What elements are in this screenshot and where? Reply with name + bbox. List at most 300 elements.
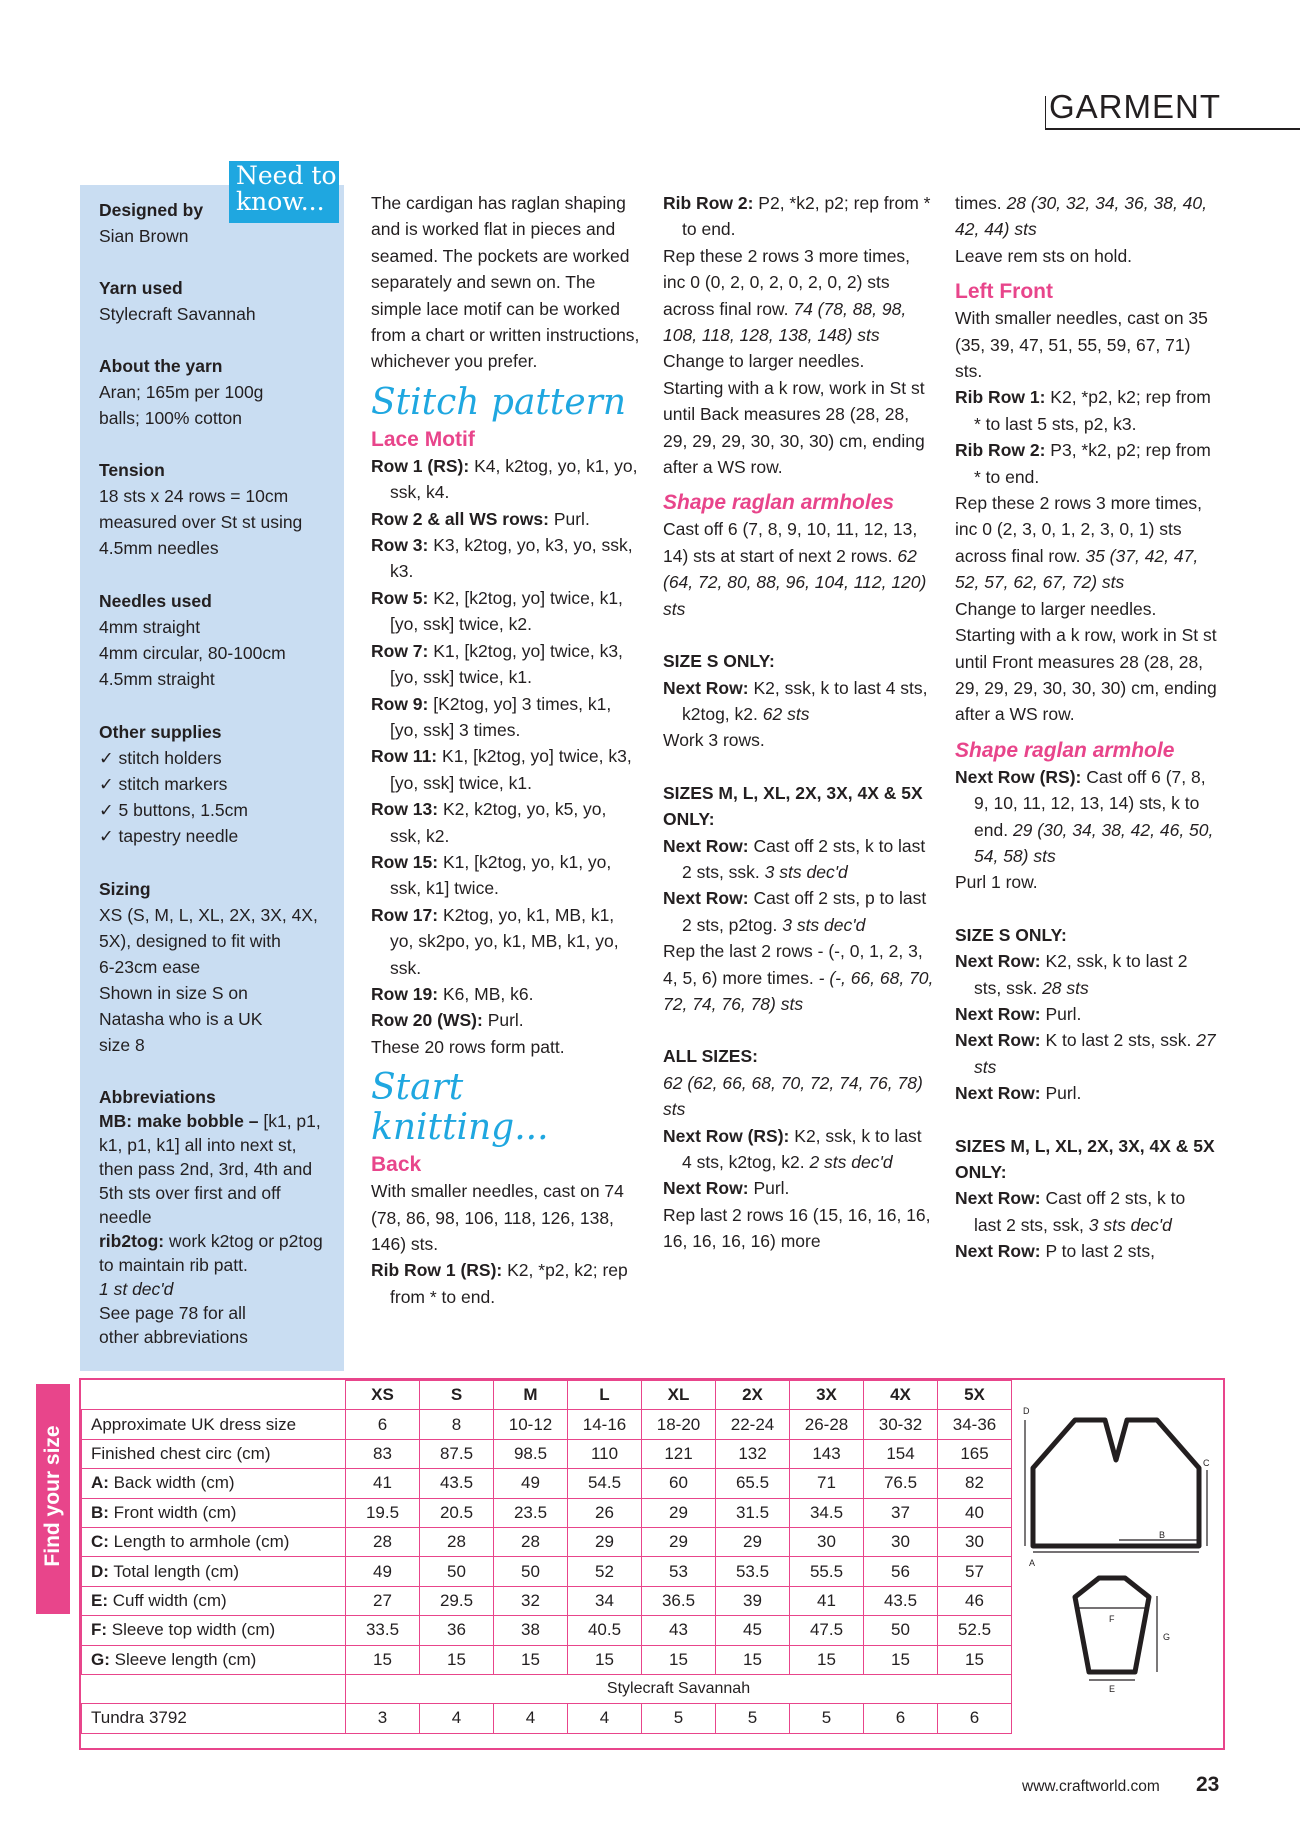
row-label: Row 19: (371, 983, 439, 1004)
front-raglan-next-row (955, 764, 1217, 870)
measurement-cell: 30 (790, 1527, 864, 1556)
measurement-cell: 26 (568, 1498, 642, 1527)
tension-line: 4.5mm needles (99, 538, 219, 558)
measurement-cell: 15 (790, 1645, 864, 1674)
row-label: Row 20 (WS): (371, 1010, 483, 1031)
size-header: S (420, 1381, 494, 1410)
lace-row (371, 506, 641, 532)
measurement-cell: 29 (716, 1527, 790, 1556)
needles-line: 4.5mm straight (99, 669, 215, 689)
measurement-label (82, 1410, 346, 1439)
measurement-cell: 29 (642, 1498, 716, 1527)
measurement-cell: 55.5 (790, 1557, 864, 1586)
row-label: Next Row: (663, 1178, 749, 1199)
needles-heading: Needles used (99, 591, 212, 611)
sizing-line: size 8 (99, 1035, 145, 1055)
row-label: Row 17: (371, 904, 439, 925)
measurement-row (82, 1557, 1012, 1586)
size-header-row (82, 1381, 1012, 1410)
measurement-cell: 26-28 (790, 1410, 864, 1439)
left-front-heading: Left Front (955, 280, 1053, 304)
measurement-cell: 30 (938, 1527, 1012, 1556)
measurement-cell: 65.5 (716, 1469, 790, 1498)
size-header: 2X (716, 1381, 790, 1410)
row-text: Purl. (1045, 1003, 1082, 1024)
measurement-label-text: Length to armhole (cm) (108, 1532, 290, 1552)
abbrev-rib-term: rib2tog: (99, 1231, 165, 1251)
sizes-m-5x-heading: SIZES M, L, XL, 2X, 3X, 4X & 5X ONLY: (955, 1135, 1215, 1182)
back-rib-row-1 (371, 1257, 641, 1310)
needles-line: 4mm circular, 80-100cm (99, 643, 286, 663)
all-sizes-heading: ALL SIZES: (663, 1046, 758, 1067)
measurement-row (82, 1527, 1012, 1556)
measurement-cell: 43.5 (864, 1586, 938, 1615)
measurement-row (82, 1586, 1012, 1615)
measurement-cell: 32 (494, 1586, 568, 1615)
yarn-used-heading: Yarn used (99, 278, 183, 298)
measurement-cell: 34-36 (938, 1410, 1012, 1439)
measurement-cell: 18-20 (642, 1410, 716, 1439)
size-header: 3X (790, 1381, 864, 1410)
measurement-cell: 53.5 (716, 1557, 790, 1586)
size-header: M (494, 1381, 568, 1410)
castoff-text: Cast off 6 (7, 8, 9, 10, 11, 12, 13, 14) sts at start of next 2 rows. (663, 519, 918, 566)
measurement-label-text: Cuff width (cm) (108, 1590, 227, 1610)
footer-website: www.craftworld.com (1022, 1778, 1160, 1795)
abbrev-mb (99, 1109, 334, 1229)
supplies-item: ✓ 5 buttons, 1.5cm (99, 800, 248, 820)
supplies-heading: Other supplies (99, 722, 222, 742)
left-repeat (955, 490, 1217, 596)
measurement-label-text: Finished chest circ (cm) (91, 1443, 271, 1463)
measurement-label-text: Sleeve length (cm) (109, 1649, 257, 1669)
measurement-cell: 28 (420, 1527, 494, 1556)
stitch-count: 62 sts (762, 703, 810, 724)
measurement-row (82, 1410, 1012, 1439)
measurement-cell: 46 (938, 1586, 1012, 1615)
row-label: Next Row: (955, 1003, 1041, 1024)
badge-line-2: know... (236, 187, 325, 216)
row-text: K2, ssk, k to last 2 sts, ssk. (974, 951, 1188, 998)
row-text: P3, *k2, p2; rep from * to end. (974, 440, 1211, 487)
lace-row (371, 585, 641, 638)
label-d: D (1023, 1406, 1030, 1416)
measurement-label (82, 1645, 346, 1674)
abbrev-rib-note: 1 st dec'd (99, 1279, 174, 1299)
m-next-row-2 (663, 885, 935, 938)
measurement-cell: 45 (716, 1616, 790, 1645)
measurement-cell: 15 (716, 1645, 790, 1674)
row-text: K2, *p2, k2; rep from * to last 5 sts, p2, k3. (974, 387, 1211, 434)
size-s-next-row (663, 675, 935, 728)
stitch-count: 27 sts (974, 1030, 1216, 1077)
measurement-cell: 54.5 (568, 1469, 642, 1498)
measurement-cell: 43.5 (420, 1469, 494, 1498)
measurement-cell: 57 (938, 1557, 1012, 1586)
designer-name: Sian Brown (99, 226, 189, 246)
needles-block (99, 588, 334, 692)
size-header: 5X (938, 1381, 1012, 1410)
measurement-cell: 50 (864, 1616, 938, 1645)
measurement-cell: 132 (716, 1439, 790, 1468)
measurement-cell: 52.5 (938, 1616, 1012, 1645)
row-text: K2, [k2tog, yo] twice, k1, [yo, ssk] twice, k2. (390, 587, 623, 635)
needles-line: 4mm straight (99, 617, 201, 637)
sizing-line: Shown in size S on (99, 983, 248, 1003)
measurement-cell: 15 (346, 1645, 420, 1674)
back-stst-text: Starting with a k row, work in St st until Back measures 28 (28, 28, 29, 29, 29, 30, 30, 30) cm, ending after a WS row. (663, 377, 925, 478)
stitch-note: 3 sts dec'd (782, 914, 866, 935)
row-text: K4, k2tog, yo, k1, yo, ssk, k4. (390, 455, 638, 503)
row-label: Row 2 & all WS rows: (371, 508, 549, 529)
measurement-cell: 34 (568, 1586, 642, 1615)
measurement-cell: 22-24 (716, 1410, 790, 1439)
row-text: Purl. (553, 508, 590, 529)
stitch-count: 74 (78, 88, 98, 108, 118, 128, 138, 148) sts (663, 298, 907, 346)
row-label: Row 7: (371, 640, 429, 661)
change-needles: Change to larger needles. (955, 598, 1157, 619)
back-rib-row-2 (663, 190, 935, 243)
measurement-cell: 31.5 (716, 1498, 790, 1527)
measurement-cell: 20.5 (420, 1498, 494, 1527)
size-header: XS (346, 1381, 420, 1410)
row-text: Cast off 2 sts, k to last 2 sts, ssk, (974, 1188, 1186, 1235)
rows-end-text: These 20 rows form patt. (371, 1036, 565, 1057)
row-text: Cast off 2 sts, k to last 2 sts, ssk. (682, 835, 926, 882)
abbrev-rib-def: work k2tog or p2tog to maintain rib patt. (99, 1231, 323, 1275)
back-text: With smaller needles, cast on 74 (78, 86, 98, 106, 118, 126, 138, 146) sts. (371, 1181, 624, 1254)
front-stst-text: Starting with a k row, work in St st until Front measures 28 (28, 28, 29, 29, 29, 30, 30, 30) cm, ending after a WS row. (955, 625, 1217, 725)
column-2 (663, 190, 935, 1255)
repeat-text: Rep the last 2 rows - (-, 0, 1, 2, 3, 4, 5, 6) more times. (663, 941, 923, 988)
measurement-cell: 40.5 (568, 1616, 642, 1645)
section-title: GARMENT (1049, 88, 1221, 125)
stitch-pattern-heading: Stitch pattern (371, 381, 627, 423)
left-front-text: With smaller needles, cast on 35 (35, 39, 47, 51, 55, 59, 67, 71) sts. (955, 308, 1208, 382)
measurement-row (82, 1439, 1012, 1468)
measurement-cell: 110 (568, 1439, 642, 1468)
measurement-cell: 39 (716, 1586, 790, 1615)
row-text: Purl. (487, 1010, 524, 1031)
row-text: K1, [k2tog, yo] twice, k3, [yo, ssk] twice, k1. (390, 746, 632, 793)
yarn-shade-label: Tundra 3792 (82, 1704, 346, 1733)
measurement-cell: 41 (346, 1469, 420, 1498)
yarn-row (82, 1704, 1012, 1733)
yarn-balls-cell: 4 (568, 1704, 642, 1733)
yarn-balls-cell: 5 (790, 1704, 864, 1733)
back-repeat (663, 243, 935, 349)
measurement-letter: C: (91, 1532, 109, 1552)
supplies-item: ✓ tapestry needle (99, 826, 239, 846)
about-yarn-block (99, 353, 334, 431)
s-next-row (955, 1001, 1217, 1027)
measurement-cell: 29 (568, 1527, 642, 1556)
measurement-label-text: Front width (cm) (108, 1502, 237, 1522)
row-label: Row 15: (371, 851, 439, 872)
times-line (955, 190, 1217, 243)
body-outline (1033, 1420, 1199, 1546)
measurement-label (82, 1586, 346, 1615)
measurement-row (82, 1616, 1012, 1645)
row-text: K1, [k2tog, yo, k1, yo, ssk, k1] twice. (390, 851, 612, 899)
change-needles: Change to larger needles. (663, 351, 865, 372)
size-s-only-heading: SIZE S ONLY: (955, 924, 1067, 945)
measurement-cell: 36 (420, 1616, 494, 1645)
row-label: Next Row: (663, 677, 749, 698)
measurement-cell: 49 (346, 1557, 420, 1586)
repeat-text: Rep these 2 rows 3 more times, inc 0 (0, 2, 0, 2, 0, 2, 0, 2) sts across final row. (663, 245, 911, 319)
measurement-cell: 23.5 (494, 1498, 568, 1527)
row-label: Rib Row 2: (663, 193, 754, 213)
row-label: Row 13: (371, 799, 439, 820)
measurement-cell: 37 (864, 1498, 938, 1527)
measurement-cell: 15 (864, 1645, 938, 1674)
measurement-cell: 40 (938, 1498, 1012, 1527)
abbreviations-heading: Abbreviations (99, 1087, 216, 1107)
measurement-cell: 49 (494, 1469, 568, 1498)
sizing-line: XS (S, M, L, XL, 2X, 3X, 4X, (99, 905, 318, 925)
measurement-cell: 15 (494, 1645, 568, 1674)
header-divider-vertical (1045, 96, 1046, 129)
lace-row (371, 453, 641, 506)
row-label: Row 11: (371, 746, 438, 767)
row-label: Next Row: (663, 888, 749, 909)
measurement-row (82, 1498, 1012, 1527)
lace-row (371, 532, 641, 585)
page-number: 23 (1196, 1773, 1220, 1796)
measurement-rows (82, 1410, 1012, 1675)
measurement-cell: 15 (420, 1645, 494, 1674)
abbrev-mb-term: MB: make bobble – (99, 1111, 259, 1131)
left-rib-row-2 (955, 437, 1217, 490)
abbreviations-block (99, 1085, 334, 1349)
leave-on-hold: Leave rem sts on hold. (955, 245, 1133, 266)
measurement-cell: 143 (790, 1439, 864, 1468)
yarn-balls-cell: 4 (420, 1704, 494, 1733)
sizing-block (99, 876, 334, 1058)
measurement-label (82, 1439, 346, 1468)
measurement-cell: 43 (642, 1616, 716, 1645)
all-sizes-count: 62 (62, 66, 68, 70, 72, 74, 76, 78) sts (663, 1072, 923, 1120)
yarn-balls-cell: 4 (494, 1704, 568, 1733)
shape-raglan-armhole-heading: Shape raglan armhole (955, 738, 1175, 762)
row-text: K1, [k2tog, yo] twice, k3, [yo, ssk] twice, k1. (390, 640, 623, 688)
measurement-cell: 52 (568, 1557, 642, 1586)
find-your-size-tab (36, 1384, 70, 1614)
s-next-row (955, 1027, 1217, 1080)
measurement-cell: 83 (346, 1439, 420, 1468)
m-repeat (663, 938, 935, 1017)
row-label: Rib Row 1 (RS): (371, 1260, 503, 1281)
lace-row (371, 1007, 641, 1033)
measurement-letter: D: (91, 1561, 109, 1581)
measurement-cell: 34.5 (790, 1498, 864, 1527)
supplies-item: ✓ stitch markers (99, 774, 228, 794)
row-text: Purl. (1045, 1083, 1082, 1104)
lace-row (371, 902, 641, 981)
row-label: Next Row (RS): (955, 766, 1082, 787)
yarn-balls-cell: 6 (864, 1704, 938, 1733)
measurement-cell: 29 (642, 1527, 716, 1556)
measurement-cell: 29.5 (420, 1586, 494, 1615)
measurement-cell: 28 (494, 1527, 568, 1556)
size-table (81, 1380, 1012, 1734)
label-f: F (1109, 1614, 1115, 1624)
row-text: K6, MB, k6. (442, 983, 534, 1004)
stitch-count: 28 sts (1042, 977, 1089, 998)
tension-line: measured over St st using (99, 512, 303, 532)
row-text: K2tog, yo, k1, MB, k1, yo, sk2po, yo, k1, MB, k1, yo, ssk. (390, 904, 619, 978)
yarn-used-text: Stylecraft Savannah (99, 304, 256, 324)
measurement-letter: G: (91, 1649, 110, 1669)
measurement-label-text: Sleeve top width (cm) (107, 1620, 276, 1640)
purl-one-row: Purl 1 row. (955, 872, 1038, 893)
measurement-row (82, 1469, 1012, 1498)
measurement-cell: 19.5 (346, 1498, 420, 1527)
abbrev-mb-def: [k1, p1, k1, p1, k1] all into next st, then pass 2nd, 3rd, 4th and 5th sts over first and off needle (99, 1111, 321, 1227)
yarn-balls-cell: 3 (346, 1704, 420, 1733)
lace-row (371, 691, 641, 744)
row-text: P2, *k2, p2; rep from * to end. (682, 193, 931, 240)
label-b: B (1159, 1530, 1166, 1540)
supplies-item: ✓ stitch holders (99, 748, 222, 768)
measurement-letter: B: (91, 1502, 109, 1522)
row-text: Cast off 6 (7, 8, 9, 10, 11, 12, 13, 14) sts, k to end. (974, 766, 1206, 840)
measurement-cell: 165 (938, 1439, 1012, 1468)
stitch-count: 28 (30, 32, 34, 36, 38, 40, 42, 44) sts (955, 193, 1207, 240)
measurement-letter: A: (91, 1473, 109, 1493)
lace-row (371, 981, 641, 1007)
measurement-cell: 154 (864, 1439, 938, 1468)
size-header: L (568, 1381, 642, 1410)
row-label: Row 3: (371, 535, 429, 556)
find-your-size-label: Find your size (41, 1425, 64, 1567)
label-e: E (1109, 1684, 1116, 1694)
back-heading: Back (371, 1153, 422, 1177)
tension-block (99, 457, 334, 561)
yarn-header: Stylecraft Savannah (346, 1674, 1012, 1703)
repeat-text: Rep these 2 rows 3 more times, inc 0 (2, 3, 0, 1, 2, 3, 0, 1) sts across final row. (955, 493, 1203, 566)
measurement-label-text: Back width (cm) (108, 1473, 235, 1493)
measurement-cell: 8 (420, 1410, 494, 1439)
stitch-count: - (-, 66, 68, 70, 72, 74, 76, 78) sts (663, 967, 934, 1014)
row-label: Next Row: (955, 951, 1041, 972)
measurement-label (82, 1557, 346, 1586)
designer-heading: Designed by (99, 200, 204, 220)
label-a: A (1029, 1558, 1036, 1568)
size-s-only-heading: SIZE S ONLY: (663, 651, 775, 672)
stitch-count: 62 (64, 72, 80, 88, 96, 104, 112, 120) sts (663, 545, 927, 619)
header-blank (82, 1381, 346, 1410)
measurement-label (82, 1527, 346, 1556)
label-c: C (1203, 1458, 1210, 1468)
about-yarn-heading: About the yarn (99, 356, 223, 376)
measurement-cell: 98.5 (494, 1439, 568, 1468)
abbrev-rib2tog (99, 1229, 334, 1277)
sizing-line: 5X), designed to fit with (99, 931, 281, 951)
row-text: K to last 2 sts, ssk. (1045, 1030, 1192, 1051)
size-header: XL (642, 1381, 716, 1410)
about-yarn-line: balls; 100% cotton (99, 408, 243, 428)
m-next-row-1 (663, 833, 935, 886)
stitch-note: 3 sts dec'd (764, 861, 848, 882)
measurement-cell: 60 (642, 1469, 716, 1498)
measurement-cell: 50 (494, 1557, 568, 1586)
s-next-row (955, 948, 1217, 1001)
measurement-cell: 14-16 (568, 1410, 642, 1439)
row-label: Next Row: (663, 835, 749, 856)
tension-line: 18 sts x 24 rows = 10cm (99, 486, 289, 506)
row-text: K2, k2tog, yo, k5, yo, ssk, k2. (390, 799, 607, 846)
row-label: Next Row: (955, 1030, 1041, 1051)
measurement-letter: F: (91, 1620, 108, 1640)
body-measure-lines (1025, 1420, 1207, 1552)
measurement-cell: 10-12 (494, 1410, 568, 1439)
measurement-letter: E: (91, 1590, 108, 1610)
size-header: 4X (864, 1381, 938, 1410)
row-label: Row 1 (RS): (371, 455, 470, 476)
sizing-line: Natasha who is a UK (99, 1009, 263, 1029)
stitch-count: 35 (37, 42, 47, 52, 57, 62, 67, 72) sts (955, 545, 1199, 593)
column-1 (371, 190, 641, 1310)
abbrev-see-page: See page 78 for all other abbreviations (99, 1303, 248, 1347)
row-label: Rib Row 1: (955, 387, 1046, 408)
row-text: K3, k2tog, yo, k3, yo, ssk, k3. (390, 535, 633, 582)
measurement-cell: 36.5 (642, 1586, 716, 1615)
yarn-used-block (99, 275, 334, 327)
measurement-cell: 121 (642, 1439, 716, 1468)
row-label: Next Row: (955, 1188, 1041, 1209)
label-g: G (1163, 1632, 1171, 1642)
measurement-cell: 30 (864, 1527, 938, 1556)
yarn-balls-cell: 6 (938, 1704, 1012, 1733)
measurement-cell: 28 (346, 1527, 420, 1556)
measurement-cell: 15 (642, 1645, 716, 1674)
start-knitting-heading: Start knitting... (371, 1067, 549, 1149)
purl-row (663, 1175, 935, 1201)
intro-paragraph: The cardigan has raglan shaping and is worked flat in pieces and seamed. The pockets are worked separately and sewn on. The simple lace motif can be worked from a chart or written instructions, whichever you prefer. (371, 193, 640, 372)
measurement-cell: 41 (790, 1586, 864, 1615)
m-next-row (955, 1238, 1217, 1264)
measurement-label (82, 1616, 346, 1645)
measurement-label (82, 1469, 346, 1498)
row-text: Cast off 2 sts, p to last 2 sts, p2tog. (682, 888, 927, 935)
measurement-label-text: Total length (cm) (108, 1561, 240, 1581)
stitch-note: 3 sts dec'd (1088, 1214, 1172, 1235)
row-label: Next Row (RS): (663, 1125, 790, 1146)
lace-row (371, 849, 641, 902)
row-text: K2, *p2, k2; rep from * to end. (390, 1260, 628, 1307)
row-text: [K2tog, yo] 3 times, k1, [yo, ssk] 3 times. (390, 693, 612, 740)
shape-raglan-armholes-heading: Shape raglan armholes (663, 491, 895, 515)
row-text: K2, ssk, k to last 4 sts, k2tog, k2. (682, 677, 928, 724)
sleeve-outline (1075, 1578, 1149, 1672)
yarn-header-blank (82, 1674, 346, 1703)
lace-row (371, 796, 641, 849)
times-text: times. (955, 193, 1002, 213)
row-label: Rib Row 2: (955, 440, 1046, 461)
measurement-cell: 38 (494, 1616, 568, 1645)
s-next-row (955, 1080, 1217, 1106)
measurement-cell: 76.5 (864, 1469, 938, 1498)
raglan-castoff (663, 516, 935, 622)
row-text: Purl. (753, 1178, 790, 1199)
measurement-cell: 15 (938, 1645, 1012, 1674)
row-label: Row 5: (371, 587, 429, 608)
designer-block (99, 197, 334, 249)
measurement-cell: 53 (642, 1557, 716, 1586)
row-text: K2, ssk, k to last 4 sts, k2tog, k2. (682, 1125, 922, 1172)
